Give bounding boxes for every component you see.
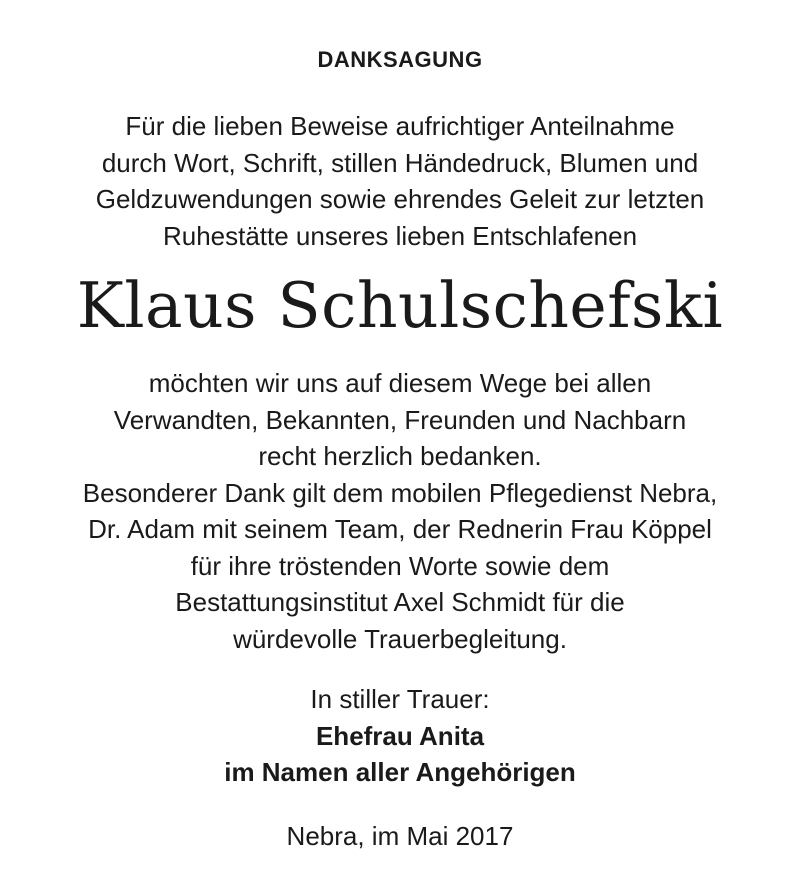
thanks-line: recht herzlich bedanken. bbox=[258, 441, 542, 471]
intro-line: durch Wort, Schrift, stillen Händedruck, Blumen und bbox=[101, 147, 699, 178]
mourning-intro: In stiller Trauer: bbox=[310, 684, 490, 714]
thanks-line: möchten wir uns auf diesem Wege bei allen bbox=[148, 368, 652, 398]
thanks-line: Verwandten, Bekannten, Freunden und Nachbarn bbox=[113, 404, 687, 435]
intro-line: Ruhestätte unseres lieben Entschlafenen bbox=[162, 220, 638, 251]
intro-line: Geldzuwendungen sowie ehrendes Geleit zur letzten bbox=[95, 184, 705, 214]
thanks-line: für ihre tröstenden Worte sowie dem bbox=[190, 550, 610, 581]
thanks-line: Besonderer Dank gilt dem mobilen Pflegedienst Nebra, bbox=[82, 477, 718, 508]
family-line: im Namen aller Angehörigen bbox=[224, 757, 576, 787]
thanks-paragraph bbox=[0, 365, 800, 657]
place-date-text: Nebra, im Mai 2017 bbox=[286, 821, 514, 851]
thanks-line: würdevolle Trauerbegleitung. bbox=[233, 623, 567, 654]
intro-paragraph bbox=[0, 108, 800, 254]
mourning-signature bbox=[0, 681, 800, 791]
signer-name: Ehefrau Anita bbox=[315, 720, 485, 751]
intro-line: Für die lieben Beweise aufrichtiger Anteilnahme bbox=[125, 111, 675, 141]
thanks-line: Dr. Adam mit seinem Team, der Rednerin Frau Köppel bbox=[88, 514, 712, 544]
notice-heading: DANKSAGUNG bbox=[317, 47, 483, 72]
place-date bbox=[0, 818, 800, 855]
thanks-line: Bestattungsinstitut Axel Schmidt für die bbox=[175, 587, 625, 617]
deceased-name: Klaus Schulschefski bbox=[76, 269, 724, 342]
